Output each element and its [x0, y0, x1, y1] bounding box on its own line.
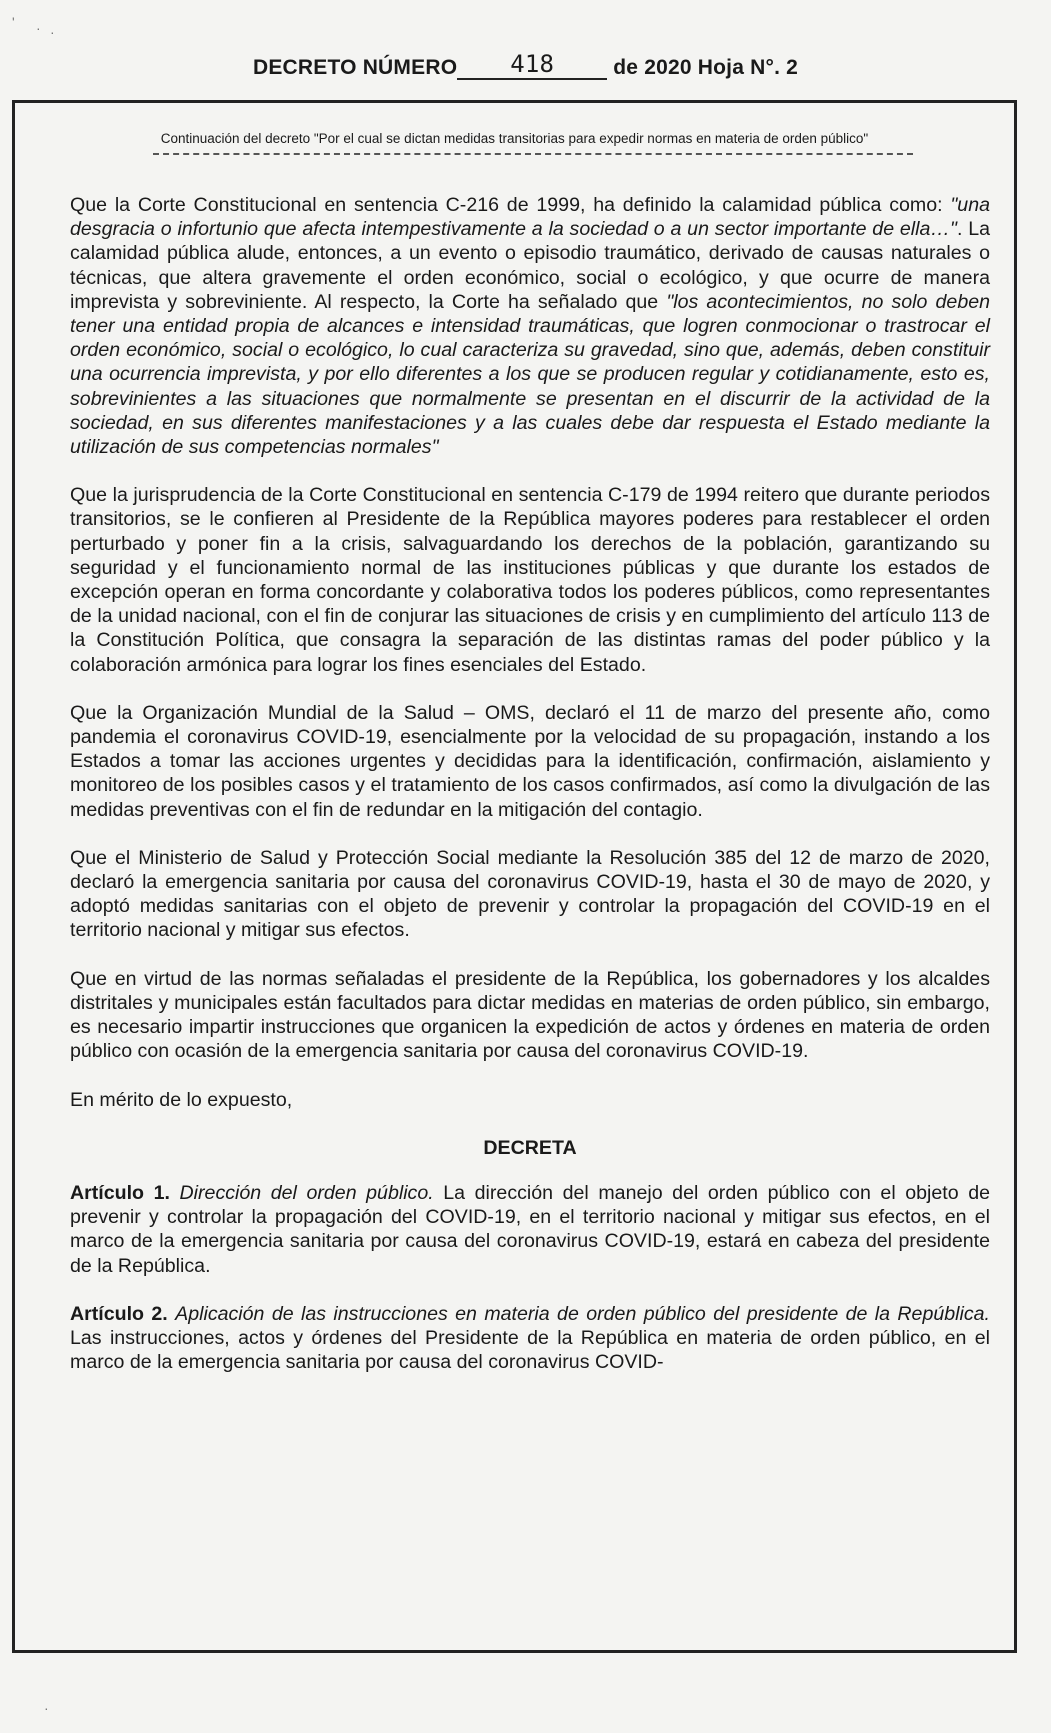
dashed-divider — [153, 153, 913, 155]
article-2 — [70, 1302, 990, 1375]
paragraph-1-quote-1: "una desgracia o infortunio que afecta intempestivamente a la sociedad o a un sector importante de ella…" — [70, 194, 990, 241]
document-body — [70, 193, 990, 1398]
article-2-text: Las instrucciones, actos y órdenes del Presidente de la República en materia de orden público, en el marco de la emergencia sanitaria por causa del coronavirus COVID- — [70, 1326, 990, 1374]
scan-speck: · — [44, 1700, 49, 1716]
article-1-text: La dirección del manejo del orden público con el objeto de prevenir y controlar la propagación del COVID-19, en el territorio nacional y mitigar sus efectos, en el marco de la emergencia sanitaria por causa del coronavirus COVID-19, estará en cabeza del presidente de la República. — [70, 1181, 990, 1277]
decree-label: DECRETO NÚMERO — [252, 56, 458, 79]
decree-suffix: de 2020 Hoja N°. 2 — [613, 56, 799, 79]
continuation-line: Continuación del decreto "Por el cual se dictan medidas transitorias para expedir normas en materia de orden público" — [160, 131, 869, 146]
paragraph-1-quote-2: "los acontecimientos, no solo deben tener una entidad propia de alcances e intensidad traumáticas, que logren conmocionar o trastrocar el orden económico, social o ecológico, lo cual caracteriza su gravedad, sino que, además, deben constituir una ocurrencia imprevista, y por ello diferentes a los que se producen regular y cotidianamente, esto es, sobrevinientes a las situaciones que normalmente se presentan en el discurrir de la actividad de la sociedad, en sus diferentes manifestaciones y a las cuales debe dar respuesta el Estado mediante la utilización de sus competencias normales" — [70, 290, 991, 459]
decree-number: 418 — [457, 50, 607, 80]
article-1-title: Dirección del orden público. — [179, 1181, 434, 1204]
document-frame — [12, 100, 1017, 1653]
scan-speck: ' — [12, 14, 15, 30]
article-1-label: Artículo 1. — [70, 1181, 170, 1204]
paragraph-1-text-b: . La calamidad pública alude, entonces, a un evento o episodio traumático, derivado de causas naturales o técnicas, que altera gravemente el orden económico, social o ecológico, y que ocurre de manera imprevista y sobreviniente. Al respecto, la Corte ha señalado que — [70, 218, 990, 313]
decree-header — [0, 52, 1051, 82]
paragraph-1 — [70, 193, 990, 459]
paragraph-6: En mérito de lo expuesto, — [70, 1088, 293, 1111]
paragraph-1-text-a: Que la Corte Constitucional en sentencia C-216 de 1999, ha definido la calamidad pública como: — [70, 194, 951, 216]
scan-speck: · — [50, 24, 55, 40]
paragraph-3: Que la Organización Mundial de la Salud – OMS, declaró el 11 de marzo del presente año, como pandemia el coronavirus COVID-19, esencialmente por la velocidad de su propagación, instando a los Estados a tomar las acciones urgentes y decididas para la identificación, confirmación, aislamiento y monitoreo de los posibles casos y el tratamiento de los casos confirmados, así como la divulgación de las medidas preventivas con el fin de redundar en la mitigación del contagio. — [70, 701, 990, 821]
scan-speck: · — [36, 20, 41, 36]
decreta-heading: DECRETA — [483, 1136, 577, 1159]
paragraph-4: Que el Ministerio de Salud y Protección Social mediante la Resolución 385 del 12 de marzo de 2020, declaró la emergencia sanitaria por causa del coronavirus COVID-19, hasta el 30 de mayo de 2020, y adoptó medidas sanitarias con el objeto de prevenir y controlar la propagación del COVID-19 en el territorio nacional y mitigar sus efectos. — [70, 846, 990, 942]
article-2-title: Aplicación de las instrucciones en materia de orden público del presidente de la República. — [175, 1302, 990, 1325]
paragraph-5: Que en virtud de las normas señaladas el presidente de la República, los gobernadores y los alcaldes distritales y municipales están facultados para dictar medidas en materias de orden público, sin embargo, es necesario impartir instrucciones que organicen la expedición de actos y órdenes en materia de orden público con ocasión de la emergencia sanitaria por causa del coronavirus COVID-19. — [70, 967, 990, 1063]
article-1 — [70, 1181, 990, 1278]
paragraph-2: Que la jurisprudencia de la Corte Constitucional en sentencia C-179 de 1994 reitero que durante periodos transitorios, se le confieren al Presidente de la República mayores poderes para restablecer el orden perturbado y poner fin a la crisis, salvaguardando los derechos de la población, garantizando su seguridad y el funcionamiento normal de las instituciones públicas y que durante los estados de excepción operan en forma concordante y colaborativa todos los poderes públicos, como representantes de la unidad nacional, con el fin de conjurar las situaciones de crisis y en cumplimiento del artículo 113 de la Constitución Política, que consagra la separación de las distintas ramas del poder público y la colaboración armónica para lograr los fines esenciales del Estado. — [70, 484, 990, 676]
article-2-label: Artículo 2. — [70, 1302, 168, 1325]
